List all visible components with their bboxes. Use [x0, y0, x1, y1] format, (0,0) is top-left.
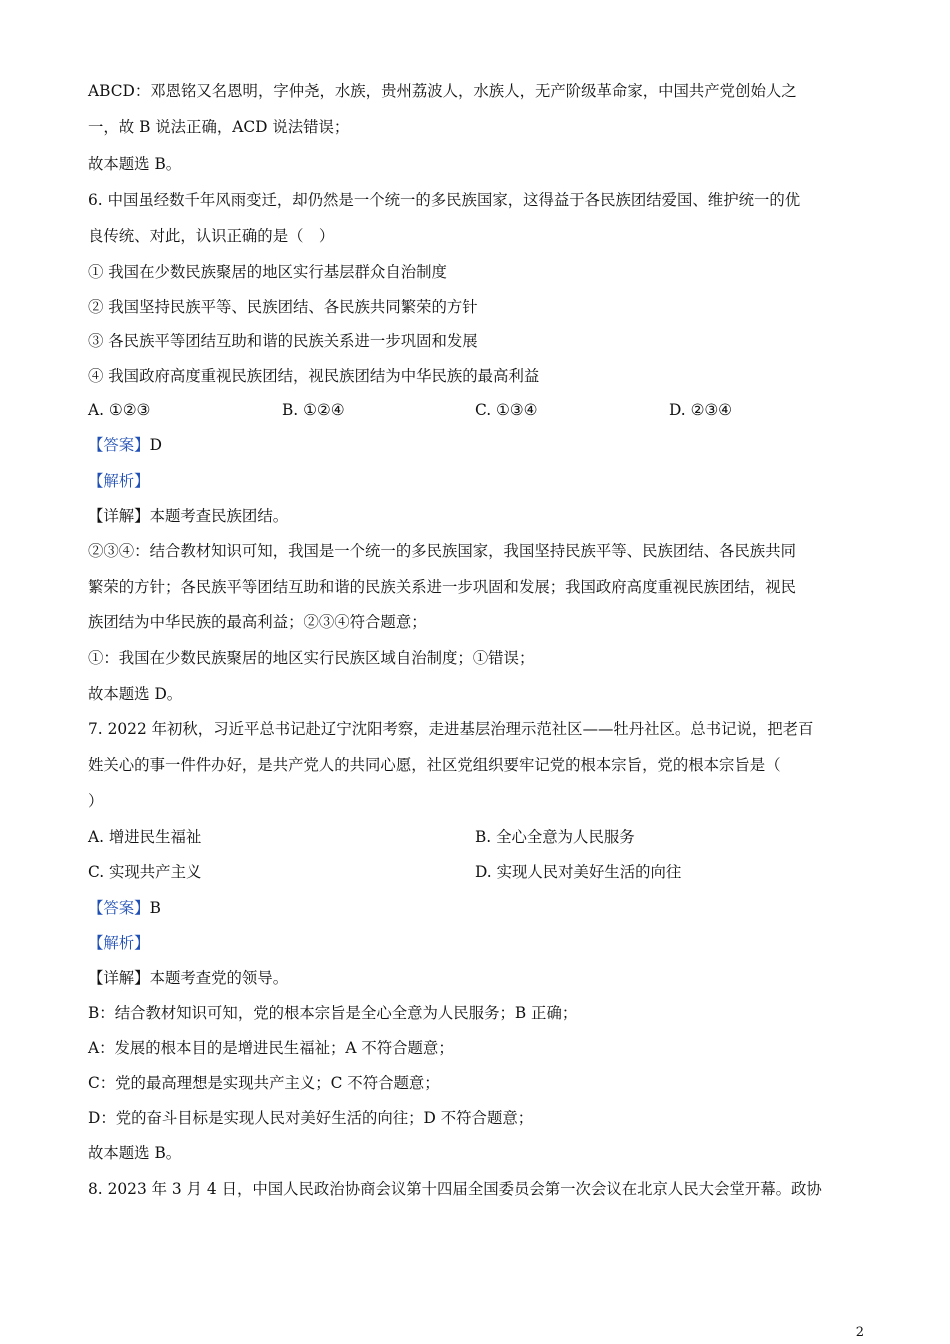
q6-analysis-tag: 【解析】 [88, 472, 150, 490]
q6-answer-tag: 【答案】 [88, 436, 150, 454]
q5-analysis-line-1: ABCD：邓恩铭又名恩明，字仲尧，水族，贵州荔波人，水族人，无产阶级革命家，中国共产党创始人之 [88, 82, 797, 100]
q7-stem-line-3: ） [88, 792, 104, 810]
q6-explain-line-4: ①：我国在少数民族聚居的地区实行民族区域自治制度；①错误； [88, 649, 535, 667]
q6-explain-line-2: 繁荣的方针；各民族平等团结互助和谐的民族关系进一步巩固和发展；我国政府高度重视民族团结，视民 [88, 578, 796, 596]
q6-detail-text: 本题考查民族团结。 [149, 507, 289, 525]
q6-statement-3: ③ 各民族平等团结互助和谐的民族关系进一步巩固和发展 [88, 332, 478, 350]
q7-answer [88, 897, 161, 919]
q6-explain-line-1: ②③④：结合教材知识可知，我国是一个统一的多民族国家，我国坚持民族平等、民族团结、各民族共同 [88, 542, 796, 560]
q7-option-a: A. 增进民生福祉 [88, 828, 202, 846]
q7-answer-tag: 【答案】 [88, 899, 150, 917]
q7-option-c: C. 实现共产主义 [88, 863, 202, 881]
q7-explain-line-2: A：发展的根本目的是增进民生福祉；A 不符合题意； [88, 1039, 454, 1057]
q6-explain-line-3: 族团结为中华民族的最高利益；②③④符合题意； [88, 613, 427, 631]
q6-answer-value: D [149, 436, 162, 454]
q6-statement-2: ② 我国坚持民族平等、民族团结、各民族共同繁荣的方针 [88, 298, 478, 316]
q8-stem-line-1: 8. 2023 年 3 月 4 日，中国人民政治协商会议第十四届全国委员会第一次会议在北京人民大会堂开幕。政协 [88, 1180, 822, 1198]
q7-conclusion: 故本题选 B。 [88, 1144, 182, 1162]
q7-detail [88, 967, 288, 989]
q6-stem-line-2: 良传统、对此，认识正确的是（ ） [88, 227, 335, 245]
q5-conclusion: 故本题选 B。 [88, 155, 182, 173]
q6-statement-1: ① 我国在少数民族聚居的地区实行基层群众自治制度 [88, 263, 447, 281]
q6-option-c: C. ①③④ [475, 401, 538, 419]
q7-explain-line-4: D：党的奋斗目标是实现人民对美好生活的向往；D 不符合题意； [88, 1109, 534, 1127]
page-number: 2 [855, 1325, 864, 1340]
q6-detail [88, 505, 288, 527]
q6-option-b: B. ①②④ [282, 401, 345, 419]
q7-detail-tag: 【详解】 [88, 969, 150, 987]
q6-option-d: D. ②③④ [669, 401, 732, 419]
q7-stem-line-2: 姓关心的事一件件办好，是共产党人的共同心愿，社区党组织要牢记党的根本宗旨，党的根本宗旨是（ [88, 756, 781, 774]
q6-option-a: A. ①②③ [88, 401, 151, 419]
q7-analysis-tag: 【解析】 [88, 934, 150, 952]
q6-conclusion: 故本题选 D。 [88, 685, 183, 703]
q7-explain-line-3: C：党的最高理想是实现共产主义；C 不符合题意； [88, 1074, 440, 1092]
q5-analysis-line-2: 一，故 B 说法正确，ACD 说法错误； [88, 118, 350, 136]
q7-detail-text: 本题考查党的领导。 [149, 969, 289, 987]
q6-statement-4: ④ 我国政府高度重视民族团结，视民族团结为中华民族的最高利益 [88, 367, 540, 385]
q7-answer-value: B [149, 899, 161, 917]
q6-answer [88, 434, 162, 456]
q7-stem-line-1: 7. 2022 年初秋，习近平总书记赴辽宁沈阳考察，走进基层治理示范社区——牡丹社区。总书记说，把老百 [88, 720, 814, 738]
q6-detail-tag: 【详解】 [88, 507, 150, 525]
q6-stem-line-1: 6. 中国虽经数千年风雨变迁，却仍然是一个统一的多民族国家，这得益于各民族团结爱国、维护统一的优 [88, 191, 801, 209]
q7-option-b: B. 全心全意为人民服务 [475, 828, 635, 846]
q7-explain-line-1: B：结合教材知识可知，党的根本宗旨是全心全意为人民服务；B 正确； [88, 1004, 578, 1022]
q7-option-d: D. 实现人民对美好生活的向往 [475, 863, 682, 881]
